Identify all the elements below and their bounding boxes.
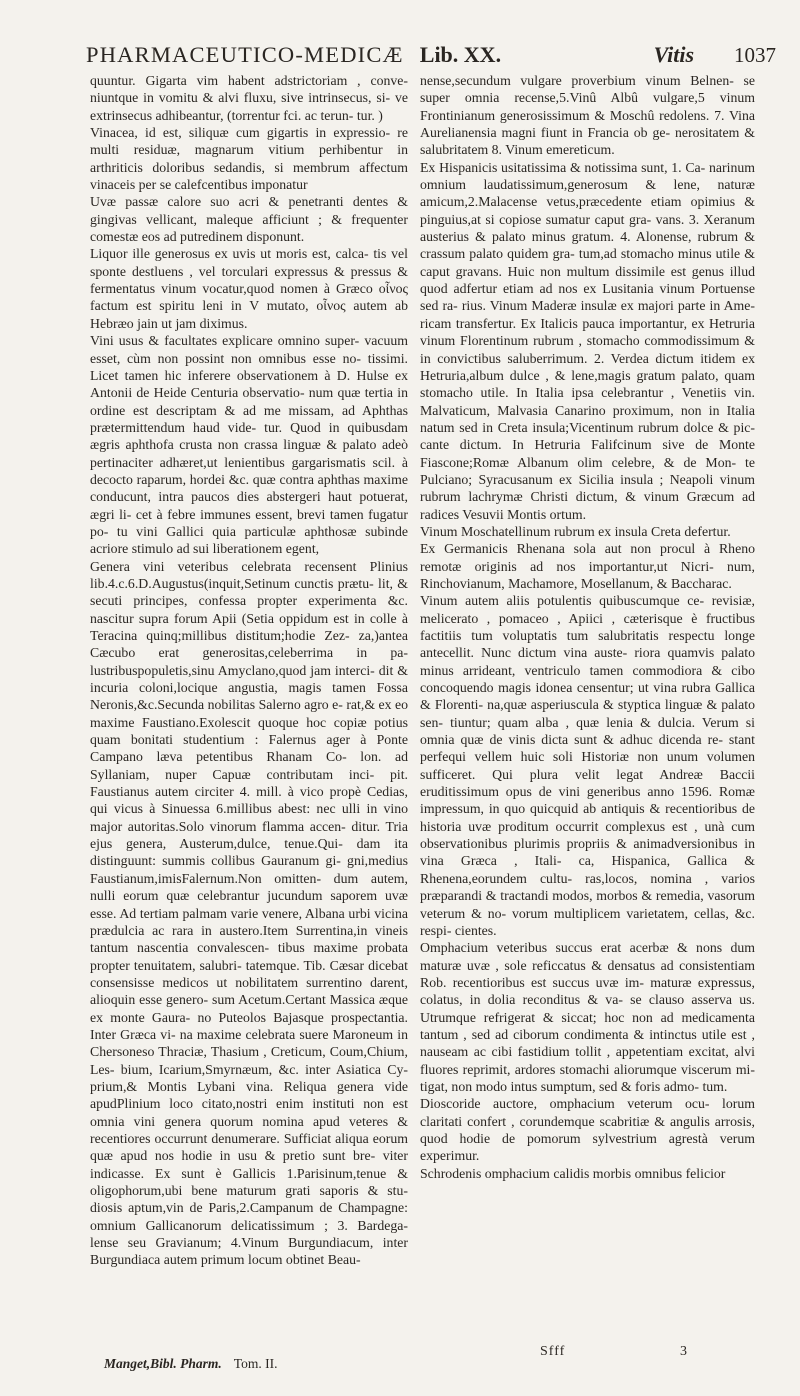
paragraph: Omphacium veteribus succus erat acerbæ & nons dum maturæ uvæ , sole reficcatus & densatus ad consistentiam Rob. recentioribus est succus uvæ im- maturæ expressus, colatus, in dolia reconditus & va- se clauso asserva us. Utrumque refrigerat & siccat; hoc non ad medicamenta tantum , sed ad ciborum condimenta & intinctus utile est , nauseam ac cibi fastidium tollit , appetentiam excitat, alvi fluores reprimit, ardores stomachi aliorumque viscerum mi- tigat, non modo intus sumptum, sed & foris admo- tum. bbox=[420, 940, 755, 1094]
signature-text: Manget,Bibl. Pharm. bbox=[104, 1356, 222, 1371]
left-column bbox=[90, 72, 408, 1377]
paragraph: Vinum Moschatellinum rubrum ex insula Creta defertur. bbox=[420, 523, 731, 539]
page-footer bbox=[90, 1344, 755, 1378]
gathering-number: 3 bbox=[680, 1344, 687, 1359]
right-column bbox=[420, 72, 755, 1377]
tome-label: Tom. II. bbox=[233, 1356, 278, 1371]
page-number: 1037 bbox=[734, 43, 776, 67]
paragraph: Genera vini veteribus celebrata recensent Plinius lib.4.c.6.D.Augustus(inquit,Setinum cunctis prætu- lit, & secuti principes, confessa propter experimenta &c. nascitur supra forum Apii (Setia oppidum est in colle à Teracina quinq;millibus distitum;hodie Zez- za,)antea Cæcubo erat generositas,celeberrima in pa- lustribuspopuletis,sinu Amyclano,quod jam interci- dit & incuria coloni,locique angustia, magis tamen Fossa Neronis,&c.Secunda nobilitas Salerno agro e- rat,& ex eo maxime Faustiano.Exolescit quoque hoc copiæ potius quam bonitati studentium : Falernus ager à Ponte Campano læva petentibus Rhanam Co- lon. ad Syllaniam, nuper Capuæ contributam inci- pit. Faustianus autem circiter 4. mill. à vico propè Cedias, qui vicus à Sinuessa 6.millibus abest: nec ulli in vino major autoritas.Solo vinorum flamma accen- ditur. Tria ejus genera, Austerum,dulce, tenue.Qui- dam ita distinguunt: summis collibus Gauranum gi- gni,medius Faustianum,imisFalernum.Non omitten- dum autem, nulli eorum quæ celebrantur jucundum saporem uvæ esse. Ad tertiam palmam varie venere, Albana urbi vicina prædulcia ac rara in austero.Item Surrentina,in vineis tantum nascentia convalescen- tibus maxime probata propter tenuitatem, salubri- tatemque. Tib. Cæsar dicebat consensisse medicos ut nobilitatem surrentino darent, alioquin esse genero- sum Acetum.Certant Massica æque ex monte Gaura- no Puteolos Bajasque prospectantia. Inter Græca vi- na maxime celebrata suere Maroneum in Chersoneso Thraciæ, Thasium , Creticum, Coum,Chium, Les- bium, Icarium,Smyrnæum, &c. inter Asiatica Cy- prium,& Montis Lybani vina. Reliqua genera vide apudPlinium loco citato,nostri enim instituti non est omnia vini genera quorum nomina apud veteres & recentiores occurrunt denumerare. Sufficiat aliqua eorum quæ apud nos hodie in usu & pretio sunt bre- viter indicasse. Ex sunt è Gallicis 1.Parisinum,tenue & oligophorum,ubi bene maturum grati saporis & stu- diosis aptum,vin de Paris,2.Campanum de Champagne: omnium Gallicanorum delicatissimum ; 3. Bardega- lense seu Gravianum; 4.Vinum Burgundiacum, inter Burgundiaca autem primum locum obtinet Beau- bbox=[90, 558, 408, 1268]
paragraph: Vinum autem aliis potulentis quibuscumque ce- revisiæ, melicerato , pomaceo , Apiici , cæterisque è fructibus factitiis tum voluptatis tum salubritatis respectu longe antecellit. Nunc dictum vina auste- riora quamvis palato minus arrideant, ventriculo tamen commodiora & cibo concoquendo magis idonea censentur; ut vina rubra Gallica & Florenti- na,quæ asperiuscula & styptica linguæ & palato sen- tiuntur; quam alba , quæ lenia & dulcia. Verum si omnia quæ de vinis dicta sunt & adhuc dicenda re- stant perfequi vellem huic soli Historiæ non unum volumen sufficeret. Qui plura velit legat Andreæ Baccii eruditissimum opus de vini generibus anno 1596. Romæ impressum, in quo quicquid ab antiquis & recentioribus de historia uvæ proditum occurrit complexus est , unà cum observationibus plurimis propriis & animadversionibus in vina Græca , Itali- ca, Hispanica, Gallica & Rhenena,eorundem cultu- ras,locos, nomina , varios præparandi & tractandi modos, morbos & remedia, vasorum veterum & no- vorum multiplicem varietatem, cellas, &c. respi- cientes. bbox=[420, 593, 755, 938]
book-number: Lib. XX. bbox=[419, 42, 502, 67]
paragraph: Uvæ passæ calore suo acri & penetranti dentes & gingivas vellicant, maleque afficiunt ; & frequenter comestæ eos ad putredinem disponunt. bbox=[90, 194, 408, 245]
paragraph: nense,secundum vulgare proverbium vinum Belnen- se super omnia recense,5.Vinû Albû vulgare,5 vinum Frontinianum generosissimum & Moschû redolens. 7. Vina Aurelianensia magni fiunt in Francia ob ge- nerositatem & salubritatem 8. Vinum emereticum. bbox=[420, 73, 755, 158]
section-title: Vitis bbox=[653, 42, 694, 67]
paragraph: Ex Germanicis Rhenana sola aut non procul à Rheno remotæ originis ad nos importantur,ut Nicri- num, Rinchovianum, Machamore, Mosellanum, & Baccharac. bbox=[420, 541, 755, 591]
gathering-signature: Sfff bbox=[540, 1344, 566, 1359]
running-head bbox=[86, 42, 776, 68]
paragraph: Vinacea, id est, siliquæ cum gigartis in expressio- re multi residuæ, magnarum vitium perhibentur in arthriticis doloribus sedandis, si membrum affectum vinaceis per se calefcentibus imponatur bbox=[90, 125, 408, 193]
paragraph: Dioscoride auctore, omphacium veterum ocu- lorum claritati confert , corundemque scabritiæ & angulis arrosis, quod hodie de pomorum sylvestrium agrestà verum experimur. bbox=[420, 1096, 755, 1164]
paragraph: Vini usus & facultates explicare omnino super- vacuum esset, cùm non possint non omnibus esse no- tissimi. Licet tamen hic inferere observationem à D. Hulse ex Antonii de Heide Centuria observatio- num quæ tertia in ordine est descriptam & ad me missam, ad Aphthas prætermittendum haud vide- tur. Quod in quibusdam ægris aphthofa crusta non crassa linguæ & palato adeò pertinaciter adhæret,ut lenientibus gargarismatis scil. à decocto raparum, hordei &c. quæ contra aphthas maxime conducunt, intra paucos dies abstergeri haut potuerat, ægri li- cet à febre immunes essent, brevi tamen fugatur po- tu vini Gallici quia particulæ aphthosæ subinde acriore stimulo ad sui liberationem egent, bbox=[90, 333, 408, 557]
paragraph: Schrodenis omphacium calidis morbis omnibus felicior bbox=[420, 1165, 726, 1181]
running-title: PHARMACEUTICO-MEDICÆ bbox=[86, 42, 404, 67]
signature-line bbox=[104, 1356, 277, 1372]
paragraph: Liquor ille generosus ex uvis ut moris est, calca- tis vel sponte destluens , vel torculari expressus & pressus & fermentatus vinum vocatur,quod nomen à Græco οἶνος factum est spiritu leni in V mutato, οἶνος autem ab Hebræo jain ut jam diximus. bbox=[90, 246, 408, 331]
paragraph: Ex Hispanicis usitatissima & notissima sunt, 1. Ca- narinum omnium laudatissimum,generosum & lene, naturæ amicum,2.Malacense vetus,præcedente etiam opimius & pinguius,at si copiose sumatur caput gra- vans. 3. Xeranum austerius & palato minus gratum. 4. Alonense, rubrum & crassum palato quidem gra- tum,ad stomacho minus utile & caput gravans. Huic non multum dissimile est genus illud quod adfertur etiam ad nos ex Lusitania vinum Portuense sed ra- rius. Vinum Maderæ insulæ ex majori parte in Ame- ricam transfertur. Ex Italicis pauca importantur, ex Hetruria vinum Florentinum rubrum , stomacho commodissimum & in convictibus saluberrimum. 2. Verdea dictum itidem ex Hetruria,album dulce , & lene,magis gratum palato, quam stomacho utile. In Italia ipsa celebrantur , Venetiis vin. Malvaticum, Malvasia Canarino proximum, non in Italia natum sed in Creta insula;Vicentinum rubrum dolce & pic- cante dictum. In Hetruria Falifcinum sive de Monte Fiascone;Romæ Albanum olim celebre, & de Mon- te Pulciano; Syracusanum ex Sicilia insula ; Neapoli vinum rubrum lachrymæ Christi dictum, & vinum Græcum ad radices Vesuvii Montis ortum. bbox=[420, 159, 755, 522]
paragraph: quuntur. Gigarta vim habent adstrictoriam , conve- niuntque in vomitu & alvi fluxu, sive intrinsecus, si- ve extrinsecus adhibeantur, (torrentur fci. ac terun- tur. ) bbox=[90, 73, 408, 123]
